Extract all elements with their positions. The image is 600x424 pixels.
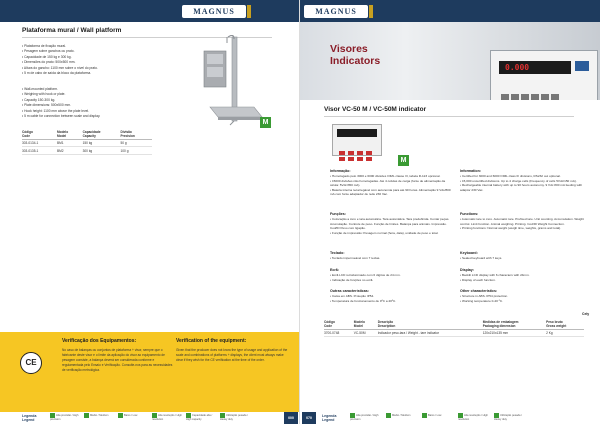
list-item: • Sealed keyboard with 7 keys. — [460, 256, 584, 261]
table-cell: VC-50M — [354, 330, 378, 337]
brand-logo — [304, 5, 368, 18]
table-cell: 50 g — [121, 140, 153, 147]
hero-indicator-image — [490, 50, 598, 100]
hero-title — [330, 44, 380, 67]
list-item: • Função de impressão: Pesagem normal (hora, data), unidade de peso e total. — [330, 231, 454, 236]
section-title: Plataforma mural / Wall platform — [22, 27, 122, 34]
legend-item — [118, 413, 148, 418]
legend-text: Alta resolução / High resolution — [152, 414, 182, 421]
legend-text: Capacidade alta / High capacity — [186, 414, 213, 421]
right-page — [300, 0, 600, 424]
legend-item — [386, 413, 416, 418]
other-list-en — [460, 294, 584, 303]
table-cell: 303-0134-1 — [22, 140, 57, 147]
list-item: • 5 m de cabo de saída da bloco da plataforma. — [22, 71, 98, 76]
table-cell: 120x210x135 mm — [483, 330, 546, 337]
list-item: • Rechargeable internal battery with up to 90 hours autonomy. 9 Vdc 800 mA feeding with adaptor 230 Vac. — [460, 183, 584, 192]
page-number: 070 — [302, 412, 316, 424]
legend-icon — [422, 413, 427, 418]
display-list-pt — [330, 273, 454, 282]
category-badge: M — [260, 117, 271, 128]
legend-label — [22, 414, 36, 422]
hero-keys — [501, 87, 561, 100]
legend-text: Alta precisão / High precision — [350, 414, 379, 421]
list-item: • Pesagem sobre ganchos ou prato. — [22, 49, 98, 54]
right-top-bar — [300, 0, 600, 22]
hero-display-value: 0.000 — [505, 63, 530, 72]
header-pt: Capacidade — [82, 130, 101, 134]
functions-heading-pt: Funções: — [330, 212, 346, 216]
list-item: • 5 m cable for connection between scale and display. — [22, 114, 100, 119]
list-item: • Ecrã LCD retroiluminado com 6 dígitos de 24 mm. — [330, 273, 454, 278]
header-pt: Modelo — [353, 320, 365, 324]
legend-text: Alta precisão / High precision — [50, 414, 79, 421]
header-pt: Descrição — [377, 320, 394, 324]
other-heading-en: Other characteristics: — [460, 289, 498, 293]
legend-icon — [118, 413, 123, 418]
category-badge: M — [398, 155, 409, 166]
info-heading-en: Information: — [460, 169, 481, 173]
wall-platform-image — [196, 35, 266, 127]
legend-item — [494, 413, 524, 421]
header-en: Code — [324, 324, 332, 328]
legend-item — [220, 413, 250, 421]
legend-label-en: Legend — [22, 418, 35, 422]
info-heading-pt: Informação: — [330, 169, 351, 173]
verification-title-en: Verification of the equipment: — [176, 338, 247, 344]
verification-text-pt: No caso de balanças ou conjuntos de plataforma + visor, sempre que o fabricante deste visor e o limite da aplicação do visor ao equipamento de pesagem consiste, a balança deverá ser considerada conforme e regulamentada pelo Ensaio e Verificação. Consulte-nos para as necessidades de verificação metrológica. — [62, 348, 173, 372]
legend-item — [186, 413, 216, 421]
header-pt: Código — [324, 320, 335, 324]
other-list-pt — [330, 294, 454, 303]
keyboard-list-pt — [330, 256, 454, 261]
header-en: Code — [22, 134, 30, 138]
legend-label-en: Legend — [322, 418, 335, 422]
indicator-image — [332, 124, 382, 156]
cely-label: Cely — [582, 312, 590, 316]
list-item: • Homologado pelo 3000 e 6000 divisões OIML classe III, tabela R-123 opcional. — [330, 174, 454, 179]
functions-list-en — [460, 217, 584, 231]
table-cell: 3700-0748 — [324, 330, 354, 337]
header-en: Description — [377, 324, 396, 328]
header-pt: Modelo — [56, 130, 69, 134]
legend-item — [422, 413, 452, 418]
info-list-pt — [330, 174, 454, 197]
header-en: Model — [56, 134, 67, 138]
brand-logo-text: MAGNUS — [193, 7, 235, 16]
table-cell: BM1 — [57, 140, 83, 147]
legend-text: Utilização pesada / Heavy duty — [494, 414, 522, 421]
list-item: • Indicação de funções no ecrã. — [330, 278, 454, 283]
table-header — [354, 319, 378, 330]
table-cell: 150 kg — [83, 140, 121, 147]
list-item: • Plate dimensions: 500x500 mm. — [22, 103, 100, 108]
legend-item — [84, 413, 114, 418]
list-item: • Automatic tare to zero. Automatic tare. Prefixed tare. Unit counting. Accumulation. Weight control. Limit function. Animal weighing. Printing. Cod/ID Weight Connection. — [460, 217, 584, 226]
table-header-row — [324, 319, 584, 330]
list-item: • Wall-mounted platform. — [22, 87, 100, 92]
table-header-row — [22, 129, 152, 140]
section-divider — [324, 116, 574, 117]
legend-text: Alta resolução / High resolution — [458, 414, 488, 421]
hero-display — [499, 61, 571, 74]
header-pt: Código — [22, 130, 33, 134]
legend-text: Médio / Medium — [90, 414, 109, 418]
table-header — [121, 129, 153, 140]
verification-text-en: Given that the producer does not know the type of usage and application of the scale and combinations of platforms + displays, the client must always make clear if they wish for the CE verification at the time of the order. — [176, 348, 288, 362]
features-list-pt — [22, 44, 98, 76]
list-item: • 15,000 uncertified divisions. Up to 4 charge cells (Frequency of cells 5Vdc/150 mA). — [460, 179, 584, 184]
table-row — [22, 140, 152, 147]
legend-text: Médio / Medium — [392, 414, 411, 418]
table-header — [324, 319, 354, 330]
keyboard-heading-en: Keyboard: — [460, 251, 478, 255]
ce-mark-icon: CE — [20, 352, 42, 374]
list-item: • Plataforma de fixação mural. — [22, 44, 98, 49]
hero-title-en: Indicators — [330, 54, 381, 67]
list-item: • Teclado impermeável com 7 teclas. — [330, 256, 454, 261]
legend-icon — [84, 413, 89, 418]
header-en: Packaging dimension — [482, 324, 516, 328]
list-item: • Certified for 3000 and 6000 OIML class III divisions, RS232 out optional. — [460, 174, 584, 179]
other-heading-pt: Outras características: — [330, 289, 369, 293]
table-cell: 303-0135-1 — [22, 147, 57, 154]
list-item: • Printing functions: Normal weight (weigh time, weights, grams and total). — [460, 226, 584, 231]
header-pt: Divisão — [120, 130, 132, 134]
table-cell: 2 Kg — [546, 330, 584, 337]
table-cell: Indicador peso-tara / Weight - tare indicator — [378, 330, 483, 337]
list-item: • Caixa em ABS. Proteção IP54. — [330, 294, 454, 299]
display-list-en — [460, 273, 584, 282]
hero-brand-mark — [575, 61, 589, 71]
left-footer — [0, 412, 300, 424]
legend-item — [152, 413, 182, 421]
table-header — [22, 129, 57, 140]
list-item: • Capacity 150-300 kg. — [22, 98, 100, 103]
legend-text: Baixo / Low — [124, 414, 138, 418]
header-pt: Peso bruto — [546, 320, 563, 324]
hero-title-pt: Visores — [330, 43, 368, 55]
list-item: • Altura do gancho: 1100 mm sobre o nível do prato. — [22, 66, 98, 71]
list-item: • Dimensões do prato: 500x500 mm. — [22, 60, 98, 65]
features-list-en — [22, 87, 100, 119]
display-heading-en: Display: — [460, 268, 474, 272]
list-item: • Colocação a zero e tara automática. Tara automática. Tara predefinida. Contar peças. Acumulação. Controle de peso. Função de limites. Balança para animais. Impressão. Cod/ID Peso com ligação. — [330, 217, 454, 231]
legend-text: Baixo / Low — [428, 414, 442, 418]
list-item: • Bateria interna recarregável com autonomia para até 90 horas. Alimentação 9 Vdc/800 mA com fonte adaptador de rede 230 Vac. — [330, 188, 454, 197]
header-en: Model — [353, 324, 364, 328]
list-item: • Display of each function. — [460, 278, 584, 283]
list-item: • Structure in ABS. IP54 protection. — [460, 294, 584, 299]
legend-text: Utilização pesada / Heavy duty — [220, 414, 248, 421]
indicator-display — [337, 129, 377, 137]
keyboard-heading-pt: Teclado: — [330, 251, 345, 255]
list-item: • Weighing with hook or plate. — [22, 92, 100, 97]
list-item: • 15000 divisões não homologadas. Até 4 células de carga (fonte de alimentação da célula: 5Vdc/350 mA). — [330, 179, 454, 188]
keyboard-list-en — [460, 256, 584, 261]
table-cell: 300 kg — [83, 147, 121, 154]
table-header — [483, 319, 546, 330]
page-number: 000 — [284, 412, 298, 424]
legend-item — [50, 413, 80, 421]
legend-label-pt: Legenda — [22, 414, 37, 418]
header-pt: Medidas de embalagem — [482, 320, 519, 324]
verification-title-pt: Verificação dos Equipamentos: — [62, 338, 137, 344]
table-cell: 100 g — [121, 147, 153, 154]
header-en: Capacity — [82, 134, 96, 138]
header-en: Precision — [120, 134, 135, 138]
legend-icon — [386, 413, 391, 418]
table-header — [546, 319, 584, 330]
table-row — [324, 330, 584, 337]
table-header — [57, 129, 83, 140]
table-row — [22, 147, 152, 154]
list-item: • Backlit LCD display with 6 characters with 24mm. — [460, 273, 584, 278]
legend-label-pt: Legenda — [322, 414, 337, 418]
brand-logo — [182, 5, 246, 18]
table-header — [83, 129, 121, 140]
indicator-keys — [339, 148, 375, 166]
product-table — [22, 129, 152, 155]
legend-label — [322, 414, 336, 422]
table-header — [378, 319, 483, 330]
legend-item — [350, 413, 380, 421]
brand-logo-text: MAGNUS — [315, 7, 357, 16]
legend-item — [458, 413, 488, 421]
header-en: Gross weight — [546, 324, 567, 328]
list-item: • Capacidade de 150 kg e 300 kg. — [22, 55, 98, 60]
list-item: • Working temperature 0-40 ºC. — [460, 299, 584, 304]
list-item: • Hook height: 1100 mm above the plate level. — [22, 109, 100, 114]
left-top-bar — [0, 0, 300, 22]
indicator-title: Visor VC-50 M / VC-50M indicator — [324, 106, 427, 113]
table-cell: BM2 — [57, 147, 83, 154]
functions-heading-en: Functions: — [460, 212, 479, 216]
product-table — [324, 319, 584, 337]
info-list-en — [460, 174, 584, 192]
functions-list-pt — [330, 217, 454, 235]
display-heading-pt: Ecrã: — [330, 268, 339, 272]
list-item: • Temperatura de funcionamento de 0ºC a 40ºC. — [330, 299, 454, 304]
